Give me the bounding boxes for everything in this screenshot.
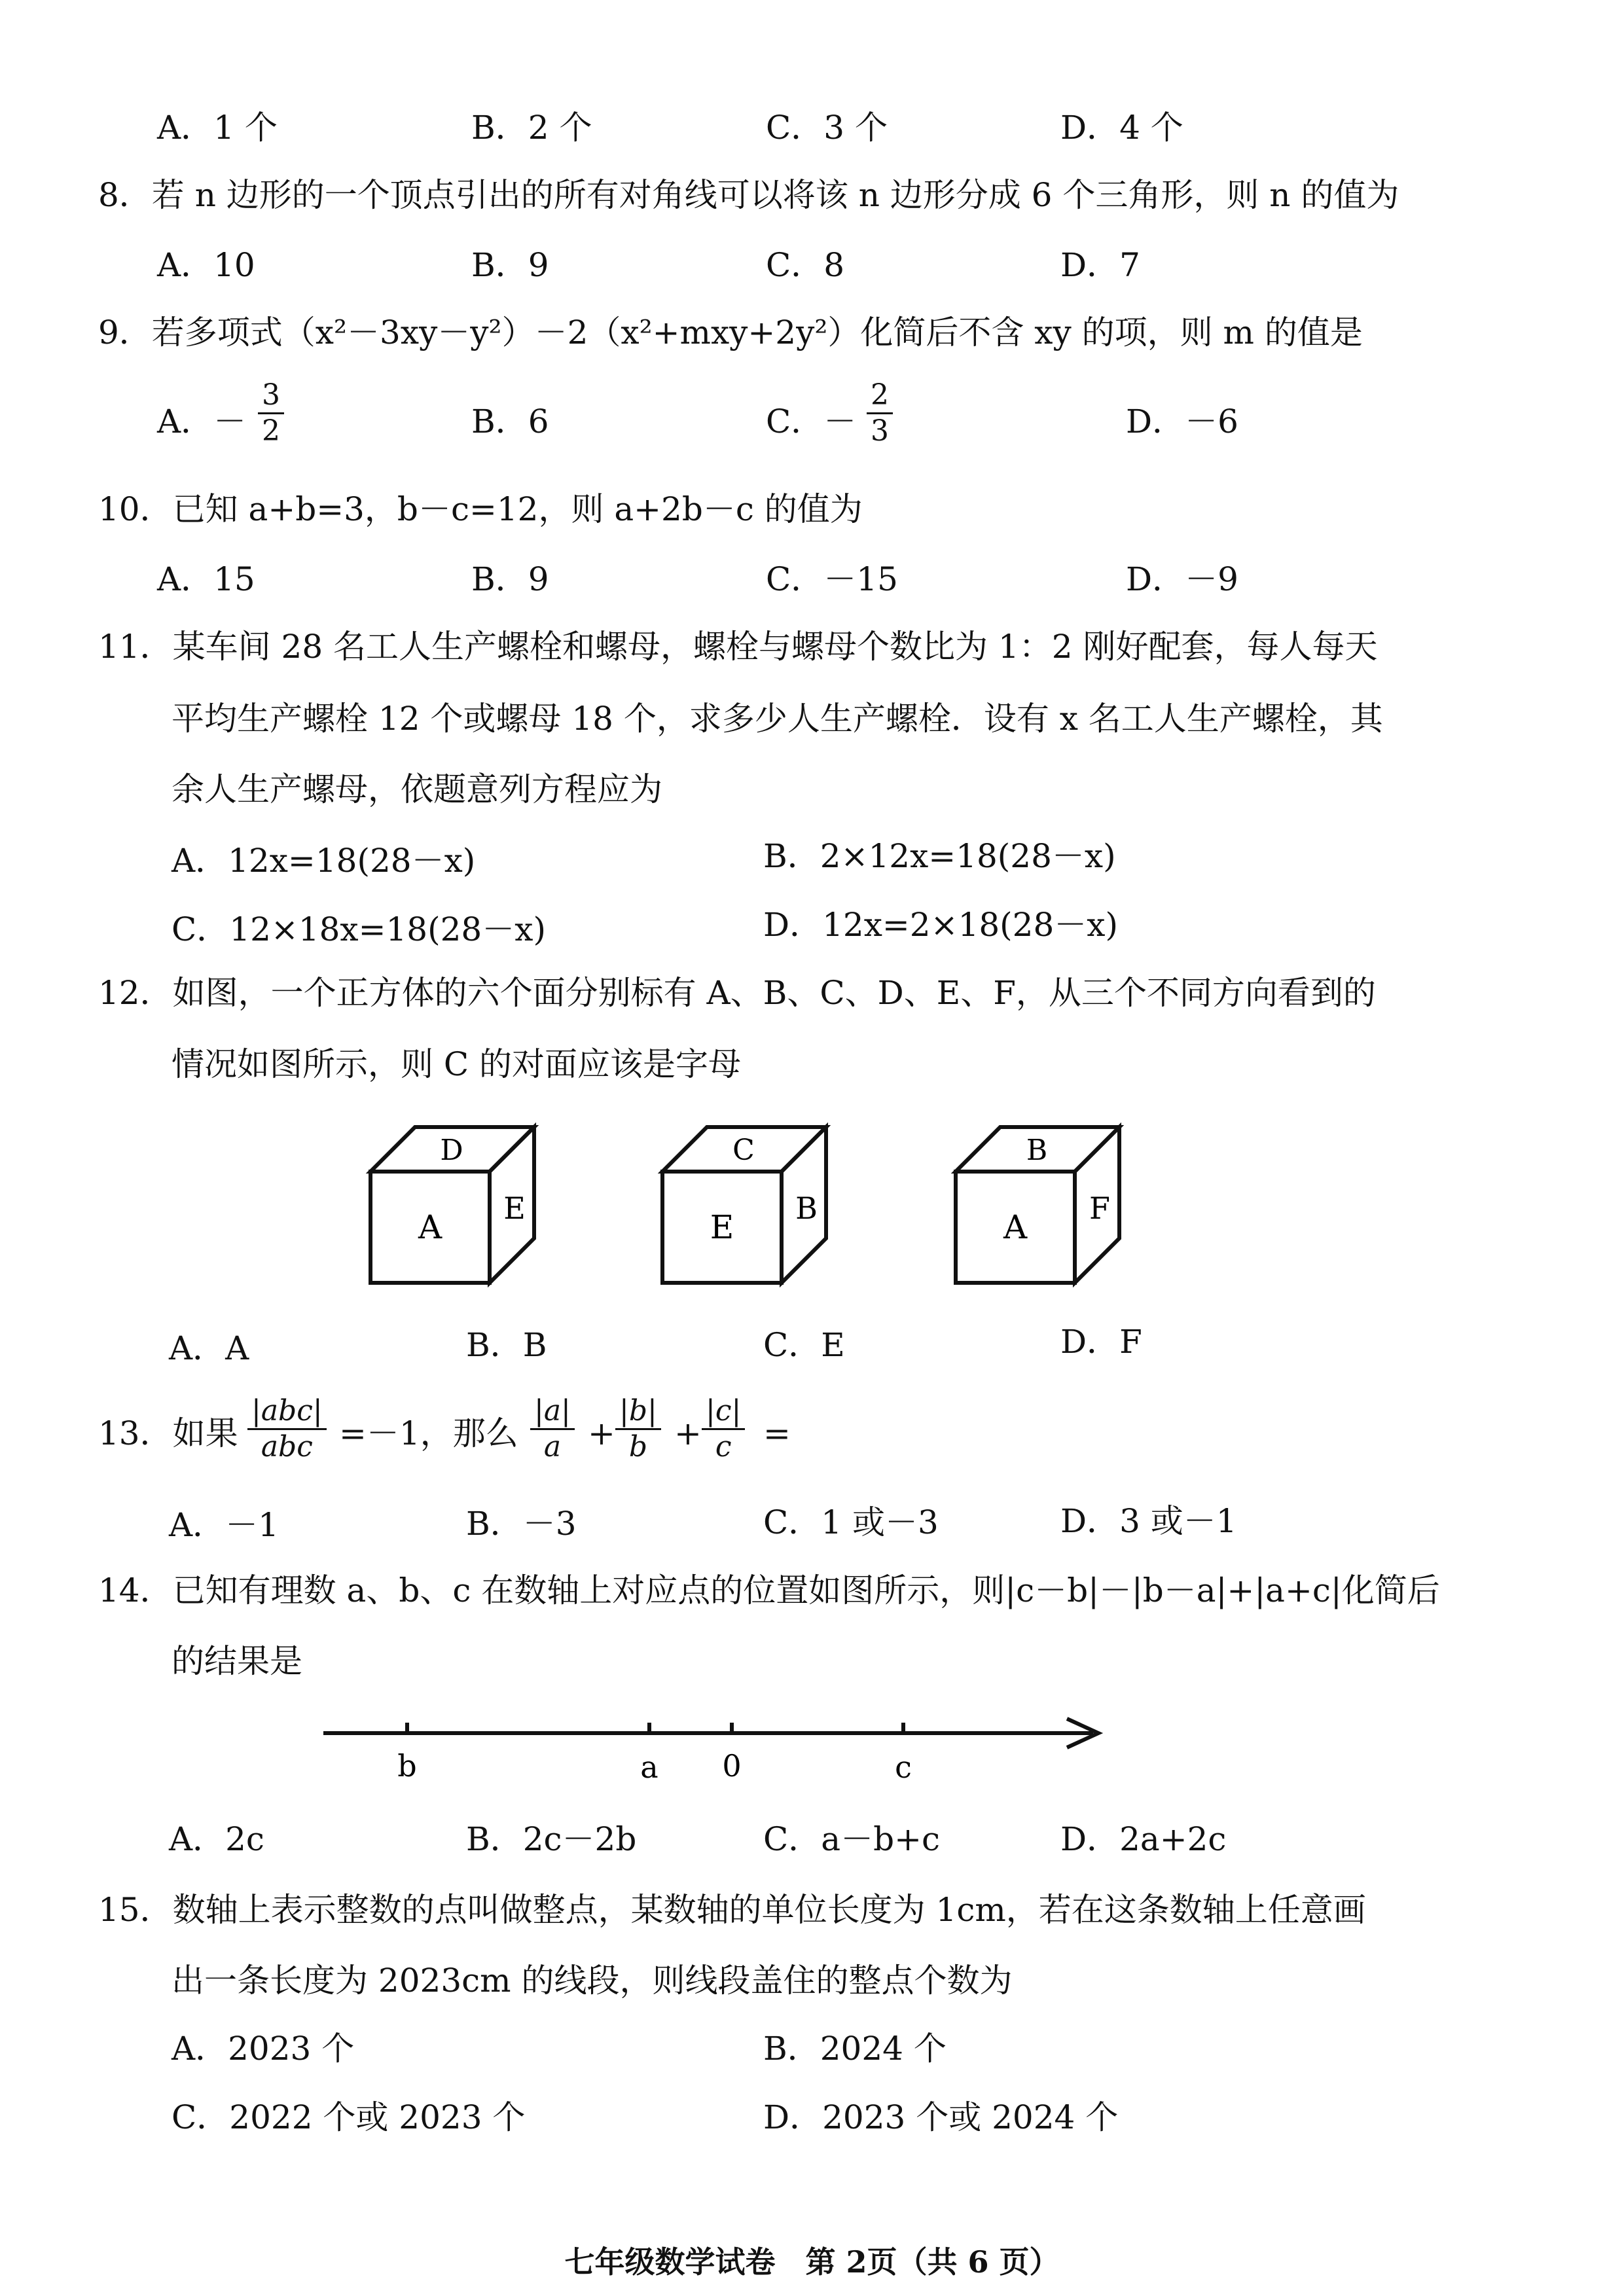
q13-option-d: D．3 或－1 [1060,1502,1237,1540]
q7-option-d: D．4 个 [1060,109,1183,147]
q8-option-c: C．8 [766,246,845,284]
q9-c-numerator: 2 [867,378,893,414]
q8-option-b: B．9 [471,246,549,284]
q14-option-d: D．2a+2c [1060,1820,1227,1858]
page-footer: 七年级数学试卷 第 2页（共 6 页） [564,2244,1060,2280]
q13-prefix: 13．如果 [98,1414,238,1452]
cube-3-side-label: F [1089,1191,1110,1226]
q13-plus-1: + [588,1414,615,1452]
q13-option-a: A．－1 [169,1506,279,1544]
label-a: a [640,1749,659,1785]
q9-option-d: D．－6 [1126,403,1238,440]
cube-1-top-label: D [440,1134,463,1167]
q13-plus-2: + [674,1414,702,1452]
q10-option-a: A．15 [157,560,255,598]
q13-f1-denominator: abc [261,1430,313,1463]
label-b: b [397,1748,417,1784]
q15-option-a: A．2023 个 [171,2030,355,2068]
q10-option-d: D．－9 [1126,560,1238,598]
q14-stem-line2: 的结果是 [171,1642,302,1680]
q13-option-c: C．1 或－3 [763,1503,939,1541]
q12-option-b: B．B [466,1326,547,1364]
q13-equals: = [763,1414,791,1452]
q15-stem-line2: 出一条长度为 2023cm 的线段，则线段盖住的整点个数为 [171,1962,1013,2000]
q9-option-a-prefix: A．－ [157,403,247,440]
cube-2-top-label: C [732,1134,755,1167]
label-c: c [895,1749,912,1785]
q9-c-denominator: 3 [871,414,889,448]
q12-stem-line2: 情况如图所示，则 C 的对面应该是字母 [171,1045,742,1083]
q15-option-d: D．2023 个或 2024 个 [763,2098,1119,2136]
label-zero: 0 [722,1748,742,1784]
q10-option-c: C．－15 [766,560,898,598]
q9-stem: 9．若多项式（x²－3xy－y²）－2（x²+mxy+2y²）化简后不含 xy 的项，则 m 的值是 [98,314,1363,351]
q13-middle-text: =－1，那么 [339,1414,518,1452]
cube-3-front-label: A [1003,1208,1028,1246]
q13-f4-denominator: c [715,1430,732,1463]
q14-option-a: A．2c [169,1820,264,1858]
q7-option-c: C．3 个 [766,109,888,147]
q13-f4-numerator: |c| [702,1394,745,1430]
q8-stem: 8．若 n 边形的一个顶点引出的所有对角线可以将该 n 边形分成 6 个三角形，则 n 的值为 [98,176,1399,214]
q7-option-b: B．2 个 [471,109,592,147]
q13-fraction-b [615,1394,661,1464]
q13-f3-numerator: |b| [615,1394,661,1430]
q13-option-b: B．－3 [466,1505,577,1543]
q11-option-b: B．2×12x=18(28－x) [763,837,1116,875]
q8-option-a: A．10 [157,246,255,284]
q13-f2-denominator: a [543,1430,562,1463]
q11-option-a: A．12x=18(28－x) [171,842,476,880]
q14-stem-line1: 14．已知有理数 a、b、c 在数轴上对应点的位置如图所示，则|c－b|－|b－a|+|a+c|化简后 [98,1571,1440,1609]
q11-stem-line3: 余人生产螺母，依题意列方程应为 [171,770,662,808]
q11-option-d: D．12x=2×18(28－x) [763,906,1118,944]
q10-option-b: B．9 [471,560,549,598]
cube-1-side-label: E [503,1191,526,1226]
cube-1-front-label: A [418,1208,442,1246]
q9-option-c-prefix: C．－ [766,403,857,440]
q9-option-b: B．6 [471,403,549,440]
cube-2-side-label: B [795,1191,818,1226]
q12-option-d: D．F [1060,1323,1142,1361]
q13-f3-denominator: b [628,1430,647,1463]
q12-option-a: A．A [169,1329,249,1367]
cube-3-top-label: B [1026,1134,1048,1167]
q14-option-b: B．2c－2b [466,1820,637,1858]
q11-option-c: C．12×18x=18(28－x) [171,910,546,948]
q14-number-line [0,1689,1624,1806]
q12-stem-line1: 12．如图，一个正方体的六个面分别标有 A、B、C、D、E、F，从三个不同方向看到的 [98,974,1376,1012]
q8-option-d: D．7 [1060,246,1140,284]
q9-a-numerator: 3 [258,378,284,414]
q13-fraction-a [530,1394,575,1464]
cube-2-front-label: E [710,1208,734,1246]
q15-option-b: B．2024 个 [763,2030,947,2068]
q13-f1-numerator: |abc| [247,1394,327,1430]
q7-option-a: A．1 个 [157,109,278,147]
q15-option-c: C．2022 个或 2023 个 [171,2098,526,2136]
q12-option-c: C．E [763,1326,845,1364]
q11-stem-line2: 平均生产螺栓 12 个或螺母 18 个，求多少人生产螺栓．设有 x 名工人生产螺栓，其 [171,700,1383,738]
q15-stem-line1: 15．数轴上表示整数的点叫做整点，某数轴的单位长度为 1cm，若在这条数轴上任意画 [98,1891,1366,1929]
q10-stem: 10．已知 a+b=3，b－c=12，则 a+2b－c 的值为 [98,490,863,528]
q11-stem-line1: 11．某车间 28 名工人生产螺栓和螺母，螺栓与螺母个数比为 1：2 刚好配套，每人每天 [98,628,1378,666]
q13-fraction-abc [247,1394,327,1464]
q9-a-denominator: 2 [262,414,280,448]
q13-fraction-c [702,1394,745,1464]
q13-f2-numerator: |a| [530,1394,575,1430]
q14-option-c: C．a－b+c [763,1820,940,1858]
